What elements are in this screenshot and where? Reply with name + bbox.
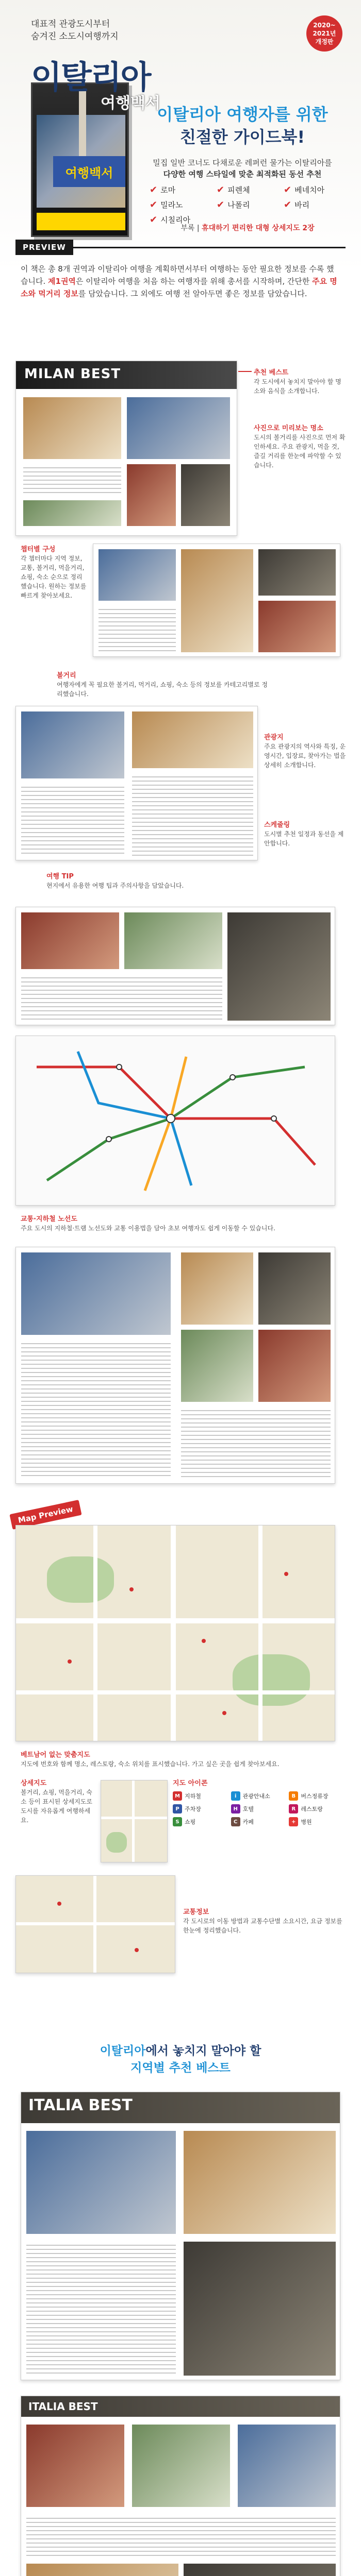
page-text-block	[26, 2242, 176, 2376]
book-cover-spire	[79, 89, 86, 156]
annotation-label: 스케줄링	[264, 821, 290, 829]
restaurant-icon: R	[289, 1804, 298, 1814]
annotation-label: 교통·지하철 노선도	[21, 1215, 77, 1223]
city-check-item	[217, 184, 278, 195]
legend-item	[231, 1791, 285, 1801]
annotation-text: 각 도시에서 놓치지 말아야 할 명소와 음식을 소개합니다.	[254, 378, 341, 395]
page-photo	[127, 464, 176, 526]
legend-item	[231, 1804, 285, 1814]
map-road	[93, 1526, 97, 1741]
edition-line2: 2021년	[313, 30, 336, 37]
annotation-label: 관광지	[264, 734, 284, 741]
city-map	[16, 1526, 335, 1741]
intro-text: 를 담았습니다. 그 외에도 여행 전 알아두면 좋은 정보를 담았습니다.	[78, 289, 307, 298]
map-road	[171, 1526, 176, 1741]
cover-title: 이탈리아	[31, 58, 151, 96]
map-legend	[173, 1777, 343, 1826]
page-photo	[258, 1252, 331, 1325]
intro-text: 이 책은 총 8개 권역과 이탈리아 여행을 계획하면서부터 여행하는 동안 필요한 정보를 수록 했습니다.	[21, 264, 334, 286]
intro-text: 은 이탈리아 여행을 처음 하는 여행자를 위해 총서를 시작하며, 간단한	[75, 277, 313, 286]
city-check-label: 나폴리	[227, 200, 250, 210]
legend-label: 지하철	[185, 1793, 201, 1800]
page-text-block	[26, 2515, 336, 2556]
page-photo	[26, 2131, 176, 2234]
legend-item	[289, 1804, 343, 1814]
spot-spread	[15, 706, 258, 860]
edition-line3: 개정판	[315, 38, 334, 45]
annotation-text: 여행자에게 꼭 필요한 볼거리, 먹거리, 쇼핑, 숙소 등의 정보를 카테고리별로 정리했습니다.	[57, 681, 268, 698]
page-photo	[184, 2564, 336, 2576]
best-heading-highlight: 이탈리아	[100, 2044, 146, 2058]
cover-tagline-line1: 대표적 관광도시부터	[31, 19, 110, 29]
checkmark-icon: ✔	[284, 184, 292, 195]
page-photo	[21, 711, 124, 778]
legend-label: 쇼핑	[185, 1819, 196, 1825]
parking-icon: P	[173, 1804, 182, 1814]
cover-lead-line2: 다양한 여행 스타일에 맞춘 최적화된 동선 추천	[163, 170, 322, 179]
annotation-text: 볼거리, 쇼핑, 먹을거리, 숙소 등이 표시된 상세지도로 도시를 자유롭게 여행하세요.	[21, 1789, 92, 1824]
city-map-spread	[15, 1525, 335, 1741]
checkmark-icon: ✔	[150, 199, 158, 210]
map-road	[132, 1781, 135, 1862]
milan-best-header: MILAN BEST	[16, 361, 237, 389]
legend-item	[289, 1791, 343, 1801]
appendix-highlight: 휴대하기 편리한 대형 상세지도 2장	[202, 224, 315, 232]
legend-item	[289, 1817, 343, 1826]
page-photo	[21, 1252, 171, 1335]
annotation-label: 여행 TIP	[46, 873, 74, 880]
transport-spread	[15, 1247, 335, 1484]
legend-label: 호텔	[242, 1806, 254, 1812]
legend-label: 레스토랑	[301, 1806, 323, 1812]
page-photo	[21, 912, 119, 969]
route-map	[16, 1876, 175, 1973]
cover-appendix	[155, 223, 340, 233]
map-pin-icon	[129, 1587, 134, 1591]
page-photo	[181, 1252, 253, 1325]
annotation-label: 교통정보	[183, 1908, 209, 1916]
annotation-text: 각 챕터마다 지역 정보, 교통, 볼거리, 먹을거리, 쇼핑, 숙소 순으로 정리했습니다. 원하는 정보를 빠르게 찾아보세요.	[21, 555, 87, 599]
italia-best-page	[21, 2092, 340, 2380]
cover-headline	[139, 103, 346, 148]
checkmark-icon: ✔	[217, 184, 225, 195]
checkmark-icon: ✔	[150, 214, 158, 225]
intro-highlight: 제1권역	[48, 277, 76, 286]
best-heading-line1	[0, 2035, 361, 2058]
map-pin-icon	[202, 1639, 206, 1643]
edition-badge	[306, 15, 342, 52]
page-photo	[99, 549, 176, 601]
page-text-block	[132, 773, 253, 856]
legend-label: 관광안내소	[242, 1793, 270, 1800]
edition-line1: 2020~	[313, 22, 336, 29]
legend-item	[173, 1804, 227, 1814]
hospital-icon: +	[289, 1817, 298, 1826]
annotation-text: 주요 도시의 지하철·트램 노선도와 교통 이용법을 담아 초보 여행자도 쉽게 이동할 수 있습니다.	[21, 1225, 275, 1232]
best-section	[0, 2035, 361, 2576]
checkmark-icon: ✔	[217, 199, 225, 210]
page-photo	[132, 711, 253, 768]
cover-lead	[134, 157, 351, 180]
preview-divider	[73, 247, 346, 248]
map-road	[93, 1876, 96, 1973]
cover-tagline	[31, 18, 119, 43]
checkmark-icon: ✔	[150, 184, 158, 195]
page-photo	[26, 2425, 124, 2507]
info-icon: i	[231, 1791, 240, 1801]
annotation-line	[238, 371, 252, 372]
annotation-text: 지도에 번호와 함께 명소, 레스토랑, 숙소 위치를 표시했습니다. 가고 싶은 곳을 쉽게 찾아보세요.	[21, 1760, 280, 1768]
city-check-label: 피렌체	[227, 185, 250, 195]
page-photo	[258, 549, 336, 596]
annotation-text: 도시별 추천 일정과 동선을 제안합니다.	[264, 831, 344, 847]
map-pin-icon	[222, 1711, 226, 1715]
metro-map-spread	[15, 1036, 335, 1206]
legend-label: 카페	[242, 1819, 254, 1825]
detail-map	[101, 1781, 168, 1862]
milan-best-page	[15, 361, 237, 536]
map-pin-icon	[135, 1948, 139, 1952]
map-park	[106, 1832, 127, 1853]
map-park	[233, 1654, 310, 1706]
map-pin-icon	[57, 1902, 61, 1906]
page-photo	[26, 2564, 178, 2576]
page-text-block	[23, 464, 121, 495]
city-check-label: 로마	[160, 185, 176, 195]
cover-headline-line2: 친절한 가이드북!	[179, 127, 305, 147]
city-check-label: 베네치아	[294, 185, 325, 195]
page-photo	[124, 912, 222, 969]
page-photo	[181, 1330, 253, 1402]
page-photo	[258, 601, 336, 652]
city-checklist	[150, 184, 346, 225]
city-check-label: 밀라노	[160, 200, 183, 210]
book-cover-badge: 여행백서	[53, 156, 125, 187]
page-text-block	[181, 1407, 331, 1479]
cover-headline-line1: 이탈리아 여행자를 위한	[157, 105, 328, 124]
city-check-label: 바리	[294, 200, 310, 210]
legend-title: 지도 아이콘	[173, 1780, 208, 1787]
annotation-label: 추천 베스트	[254, 369, 289, 377]
preview-tag: PREVIEW	[15, 240, 73, 255]
page-photo	[23, 500, 121, 526]
city-check-item	[150, 199, 211, 210]
annotation-text: 주요 관광지의 역사와 특징, 운영시간, 입장료, 찾아가는 법을 상세히 소개합니다.	[264, 743, 346, 769]
schedule-spread	[15, 907, 335, 1025]
map-preview-tag: Map Preview	[9, 1500, 81, 1530]
appendix-prefix: 부록 |	[180, 224, 200, 232]
annotation-text: 현지에서 유용한 여행 팁과 주의사항을 담았습니다.	[46, 882, 184, 889]
preview-bar	[15, 240, 346, 255]
page-photo	[184, 2242, 336, 2376]
legend-label: 버스정류장	[301, 1793, 329, 1800]
page-text-block	[21, 1340, 171, 1479]
legend-label: 주차장	[185, 1806, 201, 1812]
chapter-spread	[93, 544, 340, 657]
cover-tagline-line2: 숨겨진 소도시여행까지	[31, 31, 119, 42]
page-photo	[238, 2425, 336, 2507]
intro-highlight: 주요 명소와 먹거리 정보	[21, 277, 337, 298]
metro-map	[16, 1036, 335, 1206]
cafe-icon: C	[231, 1817, 240, 1826]
page-text-block	[99, 606, 176, 652]
italia-best-page	[21, 2396, 340, 2576]
best-heading-line2: 지역별 추천 베스트	[130, 2061, 231, 2075]
map-road	[258, 1526, 262, 1741]
annotation-label: 챕터별 구성	[21, 546, 56, 553]
legend-item	[231, 1817, 285, 1826]
italia-best-banner: ITALIA BEST	[21, 2092, 340, 2123]
cover-subtitle: 여행백서	[101, 94, 160, 112]
hotel-icon: H	[231, 1804, 240, 1814]
legend-label: 병원	[301, 1819, 312, 1825]
city-check-item	[150, 184, 211, 195]
metro-icon: M	[173, 1791, 182, 1801]
page-text-block	[21, 974, 222, 1021]
cover-lead-line1: 밀집 일반 코너도 다채로운 레퍼런 물가는 이탈리아를	[153, 158, 332, 167]
page-photo	[184, 2131, 336, 2234]
legend-item	[173, 1791, 227, 1801]
page-photo	[127, 397, 230, 459]
page-photo	[181, 549, 253, 652]
best-heading-text: 에서 놓치지 말아야 할	[145, 2044, 261, 2058]
map-pin-icon	[68, 1659, 72, 1664]
page-photo	[23, 397, 121, 459]
book-cover-stripe	[37, 213, 125, 230]
legend-grid	[173, 1791, 343, 1826]
city-check-item	[217, 199, 278, 210]
page-photo	[258, 1330, 331, 1402]
preview-intro	[21, 263, 340, 300]
city-check-item	[284, 184, 346, 195]
checkmark-icon: ✔	[284, 199, 292, 210]
annotation-label: 베트남어 없는 맞춤지도	[21, 1751, 90, 1759]
legend-item	[173, 1817, 227, 1826]
best-heading	[0, 2035, 361, 2081]
map-park	[47, 1556, 114, 1603]
shopping-icon: S	[173, 1817, 182, 1826]
annotation-label: 상세지도	[21, 1780, 47, 1787]
route-spread	[15, 1875, 175, 1973]
page-photo	[132, 2425, 230, 2507]
annotation-text: 도시의 볼거리를 사진으로 먼저 확인하세요. 주요 관광지, 먹을 것, 즐길 거리를 한눈에 파악할 수 있습니다.	[254, 434, 346, 469]
page-photo	[181, 464, 230, 526]
annotation-label: 볼거리	[57, 672, 76, 680]
detail-map-thumb	[101, 1780, 168, 1862]
map-pin-icon	[284, 1572, 288, 1576]
italia-best-banner: ITALIA BEST	[21, 2396, 340, 2417]
page-photo	[227, 912, 331, 1021]
map-road	[16, 1690, 335, 1694]
bus-icon: B	[289, 1791, 298, 1801]
city-check-label: 시칠리아	[160, 215, 191, 225]
page-text-block	[21, 784, 124, 856]
annotation-text: 각 도시로의 이동 방법과 교통수단별 소요시간, 요금 정보를 한눈에 정리했습니다.	[183, 1918, 342, 1934]
city-check-item	[284, 199, 346, 210]
annotation-label: 사진으로 미리보는 명소	[254, 425, 323, 432]
